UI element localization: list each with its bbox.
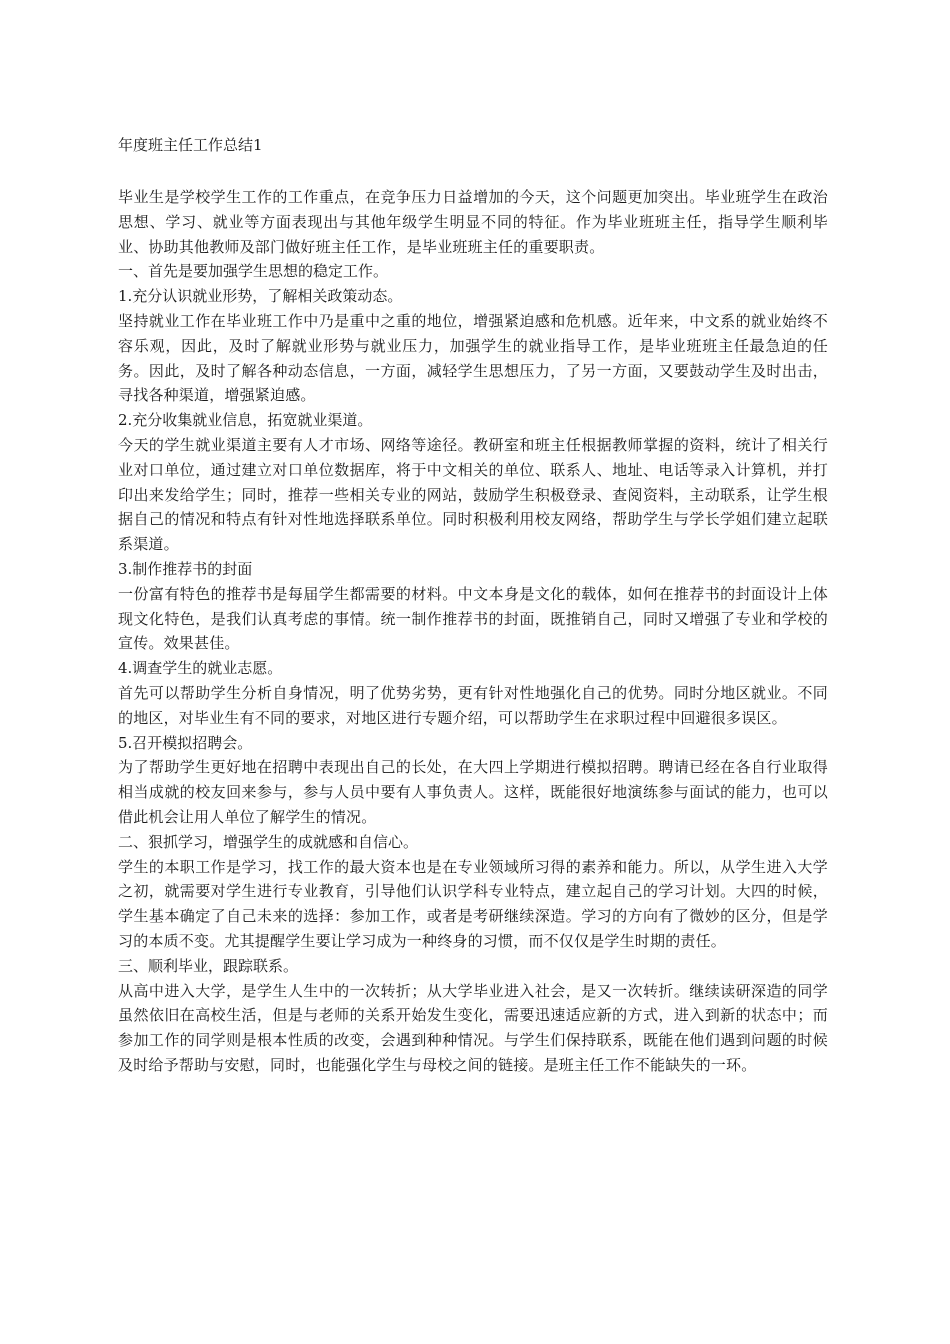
paragraph-1-5: 为了帮助学生更好地在招聘中表现出自己的长处，在大四上学期进行模拟招聘。聘请已经在各自行业取得相当成就的校友回来参与，参与人员中要有人事负责人。这样，既能很好地演练参与面试的能力，也可以借此机会让用人单位了解学生的情况。 (118, 758, 828, 826)
subheading-1-3: 3.制作推荐书的封面 (118, 559, 253, 578)
section-heading-2: 二、狠抓学习，增强学生的成就感和自信心。 (118, 832, 419, 851)
subheading-1-1: 1.充分认识就业形势，了解相关政策动态。 (118, 287, 403, 306)
paragraph-1-3: 一份富有特色的推荐书是每届学生都需要的材料。中文本身是文化的载体，如何在推荐书的封面设计上体现文化特色，是我们认真考虑的事情。统一制作推荐书的封面，既推销自己，同时又增强了专业和学校的宣传。效果甚佳。 (118, 584, 828, 653)
paragraph-1-1: 坚持就业工作在毕业班工作中乃是重中之重的地位，增强紧迫感和危机感。近年来，中文系的就业始终不容乐观，因此，及时了解就业形势与就业压力，加强学生的就业指导工作，是毕业班班主任最急迫的任务。因此，及时了解各种动态信息，一方面，减轻学生思想压力，了另一方面，又要鼓动学生及时出击，寻找各种渠道，增强紧迫感。 (118, 311, 828, 405)
paragraph-1-4: 首先可以帮助学生分析自身情况，明了优势劣势，更有针对性地强化自己的优势。同时分地区就业。不同的地区，对毕业生有不同的要求，对地区进行专题介绍，可以帮助学生在求职过程中回避很多误区。 (118, 683, 828, 727)
paragraph-2: 学生的本职工作是学习，找工作的最大资本也是在专业领域所习得的素养和能力。所以，从学生进入大学之初，就需要对学生进行专业教育，引导他们认识学科专业特点，建立起自己的学习计划。大四的时候，学生基本确定了自己未来的选择：参加工作，或者是考研继续深造。学习的方向有了微妙的区分，但是学习的本质不变。尤其提醒学生要让学习成为一种终身的习惯，而不仅仅是学生时期的责任。 (118, 857, 828, 950)
paragraph-3: 从高中进入大学，是学生人生中的一次转折；从大学毕业进入社会，是又一次转折。继续读研深造的同学虽然依旧在高校生活，但是与老师的关系开始发生变化，需要迅速适应新的方式，进入到新的状态中；而参加工作的同学则是根本性质的改变，会遇到种种情况。与学生们保持联系，既能在他们遇到问题的时候及时给予帮助与安慰，同时，也能强化学生与母校之间的链接。是班主任工作不能缺失的一环。 (118, 981, 828, 1074)
section-heading-3: 三、顺利毕业，跟踪联系。 (118, 956, 299, 975)
document-page (118, 133, 828, 1078)
subheading-1-5: 5.召开模拟招聘会。 (118, 733, 253, 752)
document-body (118, 185, 828, 1078)
paragraph-intro: 毕业生是学校学生工作的工作重点，在竞争压力日益增加的今天，这个问题更加突出。毕业班学生在政治思想、学习、就业等方面表现出与其他年级学生明显不同的特征。作为毕业班班主任，指导学生顺利毕业、协助其他教师及部门做好班主任工作，是毕业班班主任的重要职责。 (118, 188, 828, 256)
section-heading-1: 一、首先是要加强学生思想的稳定工作。 (118, 262, 389, 281)
subheading-1-4: 4.调查学生的就业志愿。 (118, 659, 283, 678)
subheading-1-2: 2.充分收集就业信息，拓宽就业渠道。 (118, 411, 373, 430)
paragraph-1-2: 今天的学生就业渠道主要有人才市场、网络等途径。教研室和班主任根据教师掌握的资料，统计了相关行业对口单位，通过建立对口单位数据库，将于中文相关的单位、联系人、地址、电话等录入计算机，并打印出来发给学生；同时，推荐一些相关专业的网站，鼓励学生积极登录、查阅资料，主动联系，让学生根据自己的情况和特点有针对性地选择联系单位。同时积极利用校友网络，帮助学生与学长学姐们建立起联系渠道。 (118, 435, 828, 554)
document-title: 年度班主任工作总结1 (118, 136, 263, 154)
